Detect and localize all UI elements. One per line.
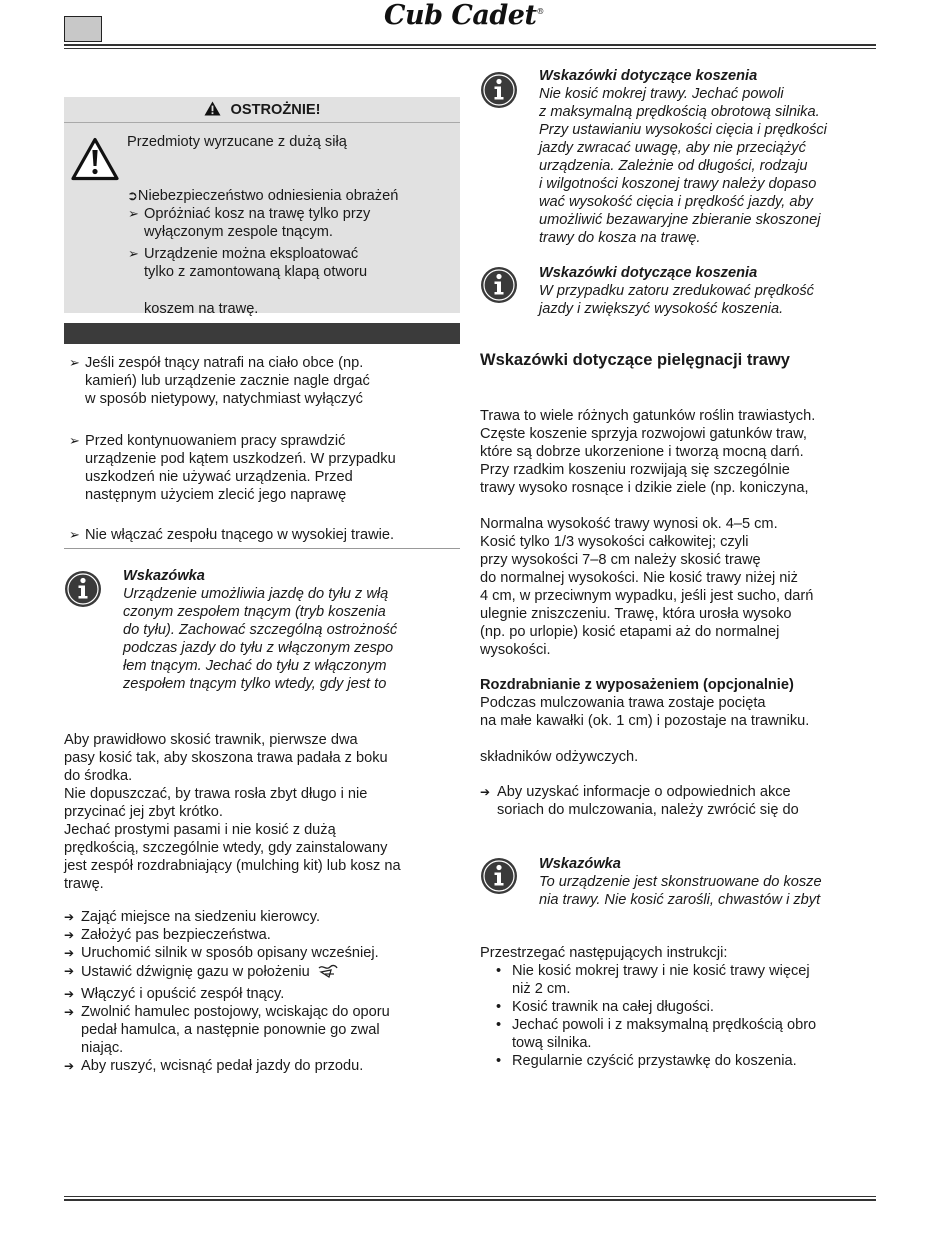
step-item: ➔ Aby ruszyć, wcisnąć pedał jazdy do przodu.	[64, 1058, 364, 1074]
note-title: Wskazówka	[539, 856, 621, 872]
rules-list	[480, 944, 880, 1070]
caution-tail: koszem na trawę.	[144, 301, 259, 317]
rules-intro: Przestrzegać następujących instrukcji:	[480, 945, 728, 961]
footer-rule-thin	[64, 1196, 876, 1197]
caution-title: OSTROŻNIE!	[230, 102, 321, 118]
arrow-icon: ➔	[64, 946, 75, 960]
warning-icon	[204, 99, 221, 125]
mulching-paragraph: Rozdrabnianie z wyposażeniem (opcjonalnie) Podczas mulczowania trawa zostaje pocięta na małe kawałki (ok. 1 cm) i pozostaje na trawniku.	[480, 676, 880, 730]
divider	[64, 548, 460, 549]
bullet-icon: •	[496, 963, 502, 979]
note-title: Wskazówki dotyczące koszenia	[539, 68, 758, 84]
arrow-icon: ➔	[64, 910, 75, 924]
arrow-icon: ➔	[64, 928, 75, 942]
mowing-instructions: Aby prawidłowo skosić trawnik, pierwsze dwa pasy kosić tak, aby skoszona trawa padała z boku do środka. Nie dopuszczać, by trawa rosła zbyt długo i nie przycinać jej zbyt krótko. Jechać prostymi pasami i nie kosić z dużą prędkością, szczególnie wtedy, gdy zainstalowany jest zespół rozdrabniający (mulching kit) lub kosz na trawę.	[64, 732, 401, 892]
chevron-icon: ➢	[69, 527, 80, 542]
chevron-icon: ➢	[128, 246, 139, 261]
step-item: ➔ Zająć miejsce na siedzeniu kierowcy.	[64, 909, 321, 925]
header-rule-thin	[64, 48, 876, 49]
info-icon	[64, 570, 102, 613]
section-bar	[64, 323, 460, 344]
bullet-icon: •	[496, 1053, 502, 1069]
safety-item: ➢ Jeśli zespół tnący natrafi na ciało obce (np. kamień) lub urządzenie zacznie nagle drgać w sposób nietypowy, natychmiast wyłączyć	[69, 355, 370, 407]
step-item: ➔ Założyć pas bezpieczeństwa.	[64, 927, 271, 943]
rule-item: • Kosić trawnik na całej długości.	[496, 999, 714, 1015]
info-icon	[480, 266, 518, 309]
chevron-icon: ➢	[69, 355, 80, 370]
caution-item: ➢ Opróżniać kosz na trawę tylko przy wyłączonym zespole tnącym.	[128, 206, 371, 240]
info-icon	[480, 71, 518, 114]
brand-logo: Cub Cadet®	[384, 0, 544, 31]
caution-item: ➢ Urządzenie można eksploatować tylko z zamontowaną klapą otworu	[128, 246, 368, 280]
note-device: Wskazówka To urządzenie jest skonstruowane do kosze nia trawy. Nie kosić zarośli, chwastów i zbyt	[480, 855, 880, 915]
caution-header	[64, 97, 460, 123]
care-paragraph: Trawa to wiele różnych gatunków roślin trawiastych. Częste koszenie sprzyja rozwojowi gatunków traw, które są dobrze ukorzenione i tworzą mocną darń. Przy rzadkim koszeniu rozwijają się szczególnie trawy wysoko rosnące i dzikie ziele (np. koniczyna,	[480, 408, 816, 496]
header-rule	[64, 44, 876, 46]
step-item: ➔ Uruchomić silnik w sposób opisany wcześniej.	[64, 945, 379, 961]
rule-item: • Nie kosić mokrej trawy i nie kosić trawy więcej niż 2 cm.	[496, 963, 810, 997]
bullet-icon: •	[496, 999, 502, 1015]
page-number-box	[64, 16, 102, 42]
rule-item: • Jechać powoli i z maksymalną prędkością obro tową silnika.	[496, 1017, 817, 1051]
note-title: Wskazówki dotyczące koszenia	[539, 265, 758, 281]
hazard-arrow-icon: ➲	[127, 188, 138, 203]
note-reverse: Wskazówka Urządzenie umożliwia jazdę do tyłu z włą czonym zespołem tnącym (tryb koszenia do tyłu). Zachować szczególną ostrożność podczas jazdy do tyłu z włączonym zespo łem tnącym. Jechać do tyłu z włączonym zespołem tnącym tylko wtedy, gdy jest to	[64, 567, 460, 687]
throttle-fast-icon	[317, 962, 339, 985]
section-heading: Wskazówki dotyczące pielęgnacji trawy	[480, 351, 790, 369]
step-item: ➔ Zwolnić hamulec postojowy, wciskając do oporu pedał hamulca, a następnie ponownie go zwal niając.	[64, 1004, 390, 1056]
info-icon	[480, 857, 518, 900]
arrow-icon: ➔	[480, 785, 491, 799]
note-title: Wskazówka	[123, 568, 205, 584]
note-mowing-2: Wskazówki dotyczące koszenia W przypadku zatoru zredukować prędkość jazdy i zwiększyć wysokość koszenia.	[480, 264, 880, 324]
info-item: ➔ Aby uzyskać informacje o odpowiednich akce soriach do mulczowania, należy zwrócić się do	[480, 784, 799, 818]
bullet-icon: •	[496, 1017, 502, 1033]
arrow-icon: ➔	[64, 1059, 75, 1073]
arrow-icon: ➔	[64, 964, 75, 978]
chevron-icon: ➢	[69, 433, 80, 448]
mulching-title: Rozdrabnianie z wyposażeniem (opcjonalnie)	[480, 677, 794, 693]
safety-item: ➢ Nie włączać zespołu tnącego w wysokiej trawie.	[69, 527, 395, 543]
step-item: ➔ Włączyć i opuścić zespół tnący.	[64, 986, 285, 1002]
note-mowing-1: Wskazówki dotyczące koszenia Nie kosić mokrej trawy. Jechać powoli z maksymalną prędkością obrotową silnika. Przy ustawianiu wysokości cięcia i prędkości jazdy zwracać uwagę, aby nie przeciążyć urządzenia. Zależnie od długości, rodzaju i wilgotności koszonej trawy należy dopaso wać wysokość cięcia i prędkość jazdy, aby umożliwić bezawaryjne zbieranie skoszonej trawy do kosza na trawę.	[480, 67, 880, 242]
step-item: ➔ Ustawić dźwignię gazu w położeniu	[64, 962, 464, 985]
footer-rule	[64, 1199, 876, 1201]
caution-intro: Przedmioty wyrzucane z dużą siłą	[127, 134, 347, 150]
steps-list	[64, 908, 464, 1075]
safety-item: ➢ Przed kontynuowaniem pracy sprawdzić urządzenie pod kątem uszkodzeń. W przypadku uszkodzeń nie używać urządzenia. Przed następnym użyciem zlecić jego naprawę	[69, 433, 396, 503]
safety-list	[64, 354, 460, 544]
chevron-icon: ➢	[128, 206, 139, 221]
warning-triangle-icon	[71, 137, 119, 186]
nutrients-line: składników odżywczych.	[480, 749, 639, 765]
care-paragraph: Normalna wysokość trawy wynosi ok. 4–5 cm. Kosić tylko 1/3 wysokości całkowitej; czyli przy wysokości 7–8 cm należy skosić trawę do normalnej wysokości. Nie kosić trawy niżej niż 4 cm, w przeciwnym wypadku, jeśli jest sucho, darń ulegnie zniszczeniu. Trawę, która urosła wysoko (np. po urlopie) kosić etapami aż do normalnej wysokości.	[480, 516, 814, 658]
caution-box	[64, 97, 460, 317]
arrow-icon: ➔	[64, 987, 75, 1001]
rule-item: • Regularnie czyścić przystawkę do koszenia.	[496, 1053, 797, 1069]
arrow-icon: ➔	[64, 1005, 75, 1019]
caution-hazard: ➲Niebezpieczeństwo odniesienia obrażeń	[127, 188, 399, 204]
